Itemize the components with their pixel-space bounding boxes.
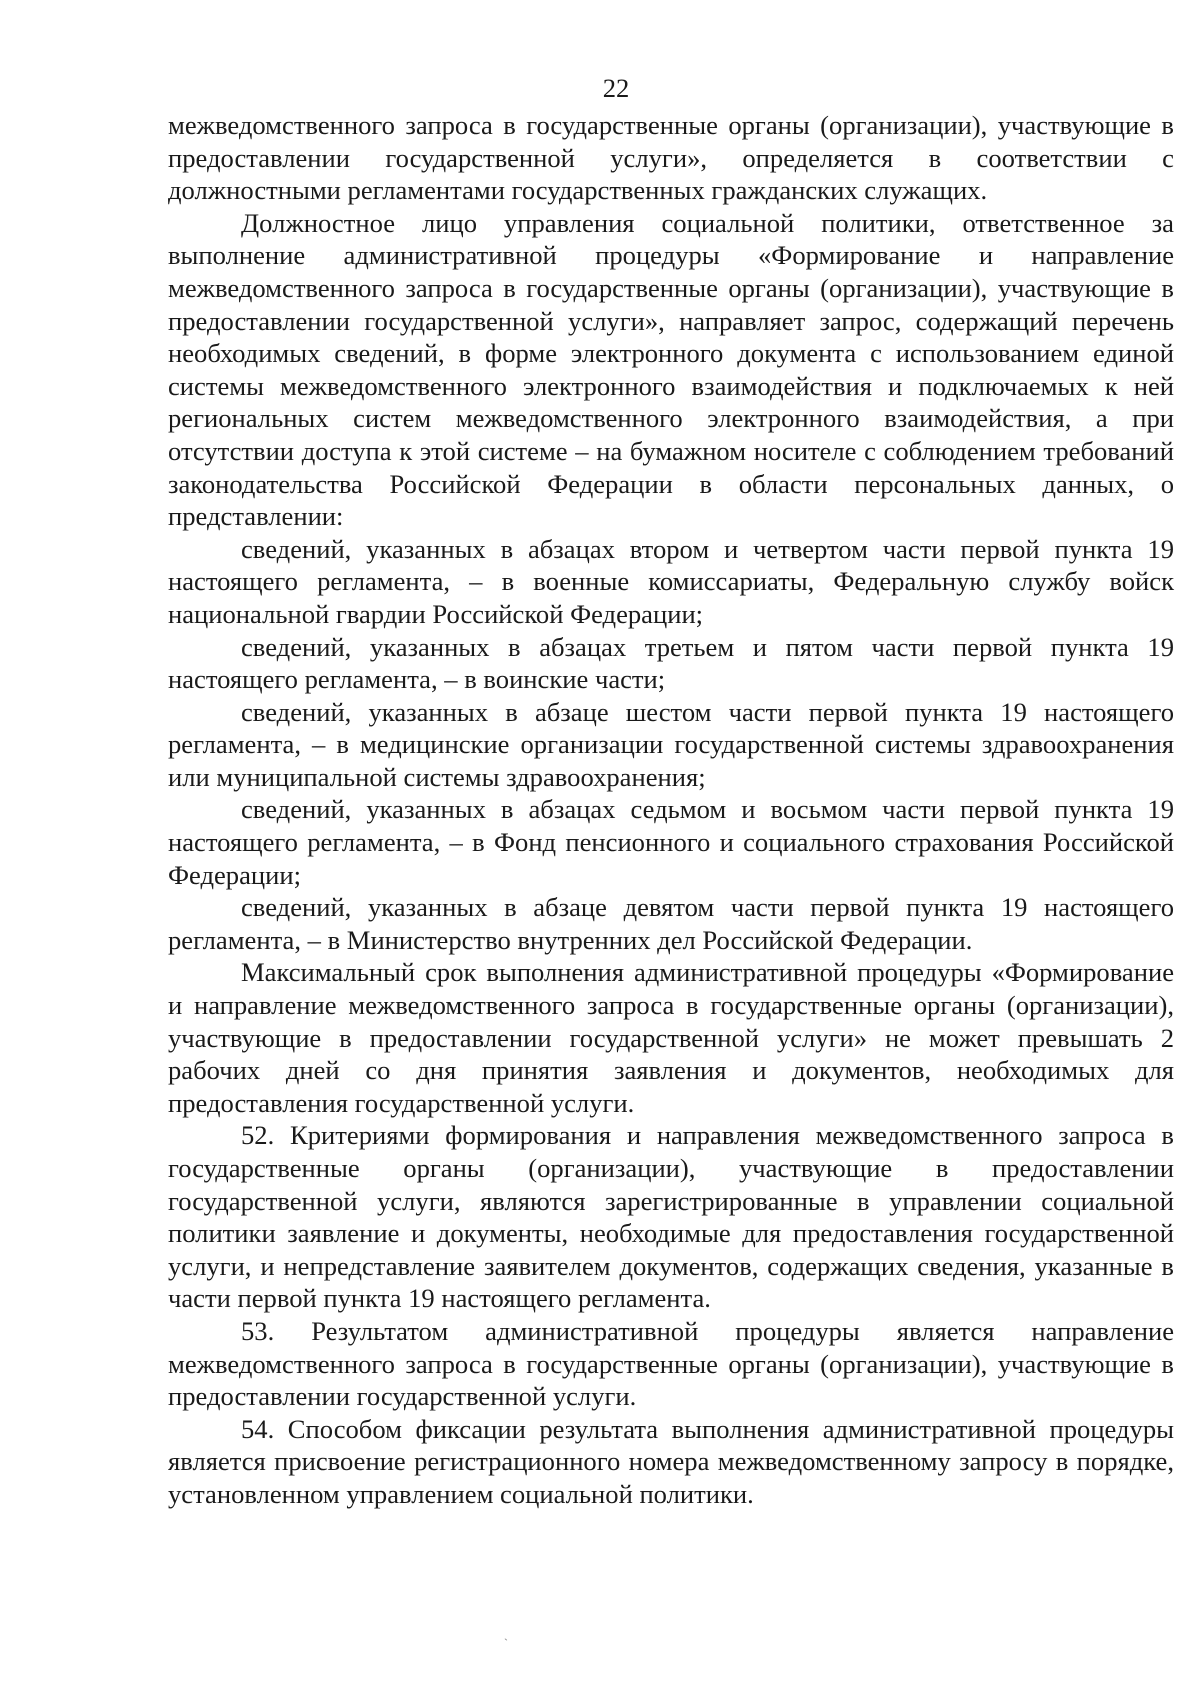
paragraph-military-commissariats: сведений, указанных в абзацах втором и четвертом части первой пункта 19 настоящего регламента, – в военные комиссариаты, Федеральную службу войск национальной гвардии Российской Федерации; [168,533,1174,629]
paragraph-item-53: 53. Результатом административной процедуры является направление межведомственного запроса в государственные органы (организации), участвующие в предоставлении государственной услуги. [168,1315,1174,1412]
paragraph-item-54: 54. Способом фиксации результата выполнения административной процедуры является присвоение регистрационного номера межведомственному запросу в порядке, установленном управлением социальной политики. [168,1413,1174,1509]
paragraph-medical-organizations: сведений, указанных в абзаце шестом части первой пункта 19 настоящего регламента, – в медицинские организации государственной системы здравоохранения или муниципальной системы здравоохранения; [168,696,1174,792]
page-number: 22 [602,73,630,103]
paragraph-official-request: Должностное лицо управления социальной политики, ответственное за выполнение административной процедуры «Формирование и направление межведомственного запроса в государственные органы (организации), участвующие в предоставлении государственной услуги», направляет запрос, содержащий перечень необходимых сведений, в форме электронного документа с использованием единой системы межведомственного электронного взаимодействия и подключаемых к ней региональных систем межведомственного электронного взаимодействия, а при отсутствии доступа к этой системе – на бумажном носителе с соблюдением требований законодательства Российской Федерации в области персональных данных, о представлении: [168,207,1174,532]
paragraph-continuation: межведомственного запроса в государственные органы (организации), участвующие в предоставлении государственной услуги», определяется в соответствии с должностными регламентами государственных гражданских служащих. [168,110,1174,206]
paragraph-interior-ministry: сведений, указанных в абзаце девятом части первой пункта 19 настоящего регламента, – в Министерство внутренних дел Российской Федерации. [168,892,1174,955]
paragraph-military-units: сведений, указанных в абзацах третьем и пятом части первой пункта 19 настоящего регламента, – в воинские части; [168,631,1174,695]
paragraph-item-52: 52. Критериями формирования и направления межведомственного запроса в государственные органы (организации), участвующие в предоставлении государственной услуги, являются зарегистрированные в управлении социальной политики заявление и документы, необходимые для предоставления государственной услуги, и непредставление заявителем документов, содержащих сведения, указанные в части первой пункта 19 настоящего регламента. [168,1120,1174,1314]
paragraph-pension-fund: сведений, указанных в абзацах седьмом и восьмом части первой пункта 19 настоящего регламента, – в Фонд пенсионного и социального страхования Российской Федерации; [168,794,1174,890]
scan-artifact-mark: ˎ [504,1627,508,1641]
paragraph-maximum-term: Максимальный срок выполнения административной процедуры «Формирование и направление межведомственного запроса в государственные органы (организации), участвующие в предоставлении государственной услуги» не может превышать 2 рабочих дней со дня принятия заявления и документов, необходимых для предоставления государственной услуги. [168,957,1174,1118]
document-body [168,109,1174,1511]
